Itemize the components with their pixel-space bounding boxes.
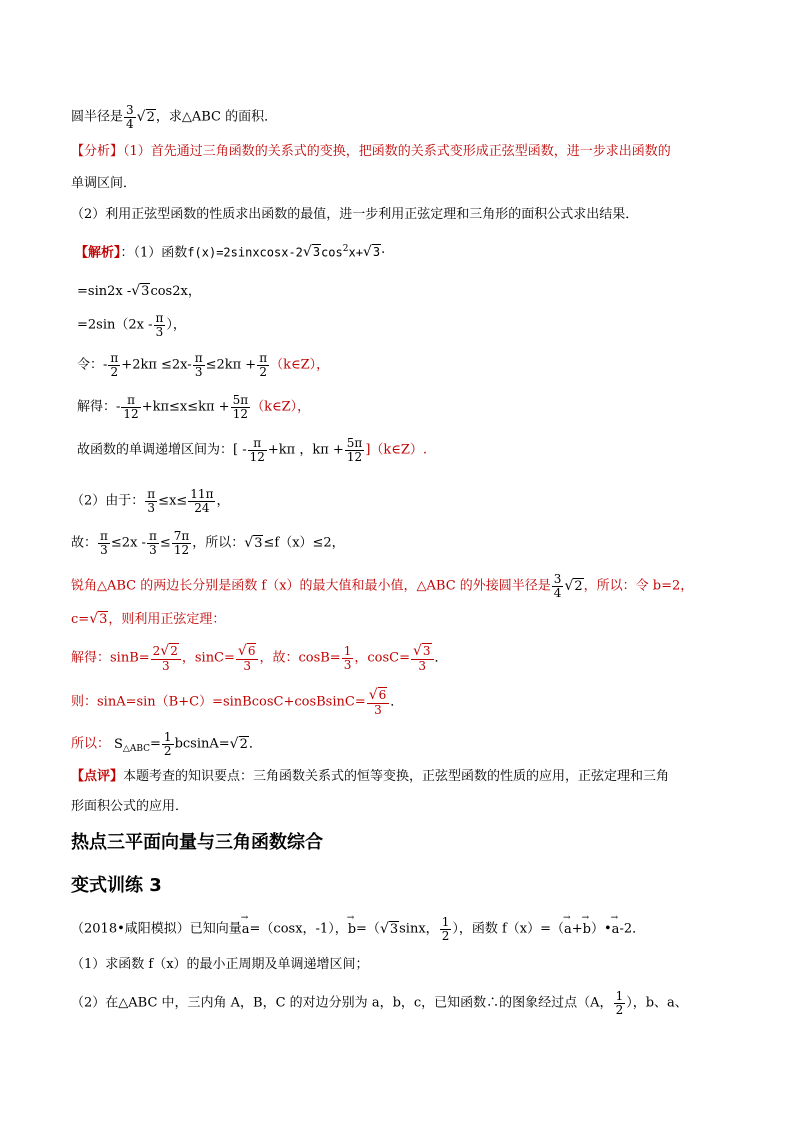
- text-line: （1）求函数 f（x）的最小正周期及单调递增区间；: [71, 957, 369, 972]
- sqrt: √3: [379, 920, 399, 937]
- text-line: 解得：- $\frac{\pi}{12}$ +kπ≤x≤kπ + $\frac{5\pi}{12}$ （k∈Z），: [77, 393, 311, 421]
- fraction: $\frac{√6}{3}$: [236, 644, 259, 672]
- sqrt: √3: [131, 283, 150, 299]
- text-line: 锐角△ABC 的两边长分别是函数 f（x）的最大值和最小值，△ABC 的外接圆半径是 $\frac{3}{4}$ √2，所以：令 b=2，: [71, 572, 694, 600]
- fraction: $\frac{\pi}{2}$: [259, 351, 268, 379]
- text-line: 故函数的单调递增区间为：[ - $\frac{\pi}{12}$ +kπ ，kπ + $\frac{5\pi}{12}$ ]（k∈Z）.: [77, 436, 428, 464]
- text-line: 则：sinA=sin（B+C）=sinBcosC+cosBsinC= $\frac{√6}{3}$ ．: [71, 687, 404, 717]
- fraction: $\frac{\pi}{3}$: [155, 311, 164, 339]
- fraction: $\frac{3}{4}$: [553, 572, 562, 600]
- fraction: $\frac{1}{2}$: [441, 915, 450, 943]
- sqrt: √3: [302, 244, 321, 261]
- section-heading: 热点三平面向量与三角函数综合: [71, 832, 323, 853]
- fraction: $\frac{1}{2}$: [163, 730, 172, 758]
- solution-line: 【解析】：（1）函数$f(x)=2sinxcosx-2√3\cos^2x+√3\cdot$: [75, 244, 386, 261]
- text-line: =sin2x -√3cos2x，: [77, 283, 201, 299]
- sqrt: √3: [362, 244, 381, 261]
- text-line: 单调区间．: [71, 176, 137, 191]
- text-line: 令：- $\frac{\pi}{2}$ +2kπ ≤2x- $\frac{\pi}{3}$ ≤2kπ + $\frac{\pi}{2}$ （k∈Z），: [77, 351, 330, 379]
- fraction: $\frac{7\pi}{12}$: [173, 529, 190, 557]
- text-line: （2）在△ABC 中，三内角 A，B，C 的对边分别为 a，b，c，已知函数∴的图象经过点（A， $\frac{1}{2}$ ），b、a、: [71, 989, 688, 1017]
- sqrt: √3: [89, 611, 108, 627]
- text-line: （2）由于： $\frac{\pi}{3}$ ≤x≤ $\frac{11\pi}{24}$ ，: [71, 487, 230, 515]
- text-line: =2sin（2x - $\frac{\pi}{3}$ ），: [77, 311, 186, 339]
- text-line: 故： $\frac{\pi}{3}$ ≤2x - $\frac{\pi}{3}$ ≤ $\frac{7\pi}{12}$ ，所以：√3≤f（x）≤2，: [71, 529, 345, 557]
- fraction: $\frac{11\pi}{24}$: [190, 487, 214, 515]
- sqrt: √2: [136, 108, 155, 125]
- text-line: c=√3，则利用正弦定理：: [71, 611, 226, 627]
- sqrt: √2: [564, 577, 583, 594]
- fraction: $\frac{1}{2}$: [615, 989, 624, 1017]
- analysis-line: 【分析】（1）首先通过三角函数的关系式的变换，把函数的关系式变形成正弦型函数，进一步求出函数的: [71, 144, 671, 159]
- fraction: $\frac{5\pi}{12}$: [232, 393, 249, 421]
- text-line: 圆半径是 $\frac{3}{4}$ √2，求△ABC 的面积．: [71, 103, 278, 131]
- fraction: $\frac{5\pi}{12}$: [346, 436, 363, 464]
- fraction: $\frac{\pi}{2}$: [110, 351, 119, 379]
- fraction: $\frac{3}{4}$: [126, 103, 134, 131]
- sqrt: √3: [244, 534, 263, 551]
- fraction: $\frac{√6}{3}$: [367, 688, 390, 716]
- fraction: $\frac{√3}{3}$: [411, 644, 434, 672]
- text-line: 形面积公式的应用．: [71, 799, 189, 814]
- fraction: $\frac{\pi}{3}$: [194, 351, 203, 379]
- sqrt: √2: [229, 735, 248, 752]
- fraction: $\frac{\pi}{12}$: [123, 393, 139, 421]
- problem-line: （2018•咸阳模拟）已知向量→ a=（cosx，-1），→ b=（√3sinx， $\frac{1}{2}$ ），函数 f（x）=（→ a+→ b）•→ a-2．: [71, 916, 645, 942]
- fraction: $\frac{\pi}{3}$: [148, 529, 157, 557]
- comment-line: 【点评】本题考查的知识要点：三角函数关系式的恒等变换，正弦型函数的性质的应用，正弦定理和三角: [71, 769, 670, 784]
- fraction: $\frac{2√2}{3}$: [151, 644, 181, 672]
- fraction: $\frac{\pi}{3}$: [147, 487, 156, 515]
- text-line: 所以： $S_{\triangle ABC}=$ $\frac{1}{2}$ bcsinA=√2．: [71, 730, 262, 758]
- exercise-heading: 变式训练 3: [71, 875, 162, 896]
- fraction: $\frac{\pi}{3}$: [100, 529, 108, 557]
- fraction: $\frac{1}{3}$: [343, 644, 352, 672]
- text-line: （2）利用正弦型函数的性质求出函数的最值，进一步利用正弦定理和三角形的面积公式求出结果．: [71, 207, 639, 222]
- fraction: $\frac{\pi}{12}$: [249, 436, 265, 464]
- text-line: 解得：sinB= $\frac{2√2}{3}$ ，sinC= $\frac{√6}{3}$ ，故：cosB= $\frac{1}{3}$ ，cosC= $\frac{√3}{3}$ ．: [71, 643, 448, 673]
